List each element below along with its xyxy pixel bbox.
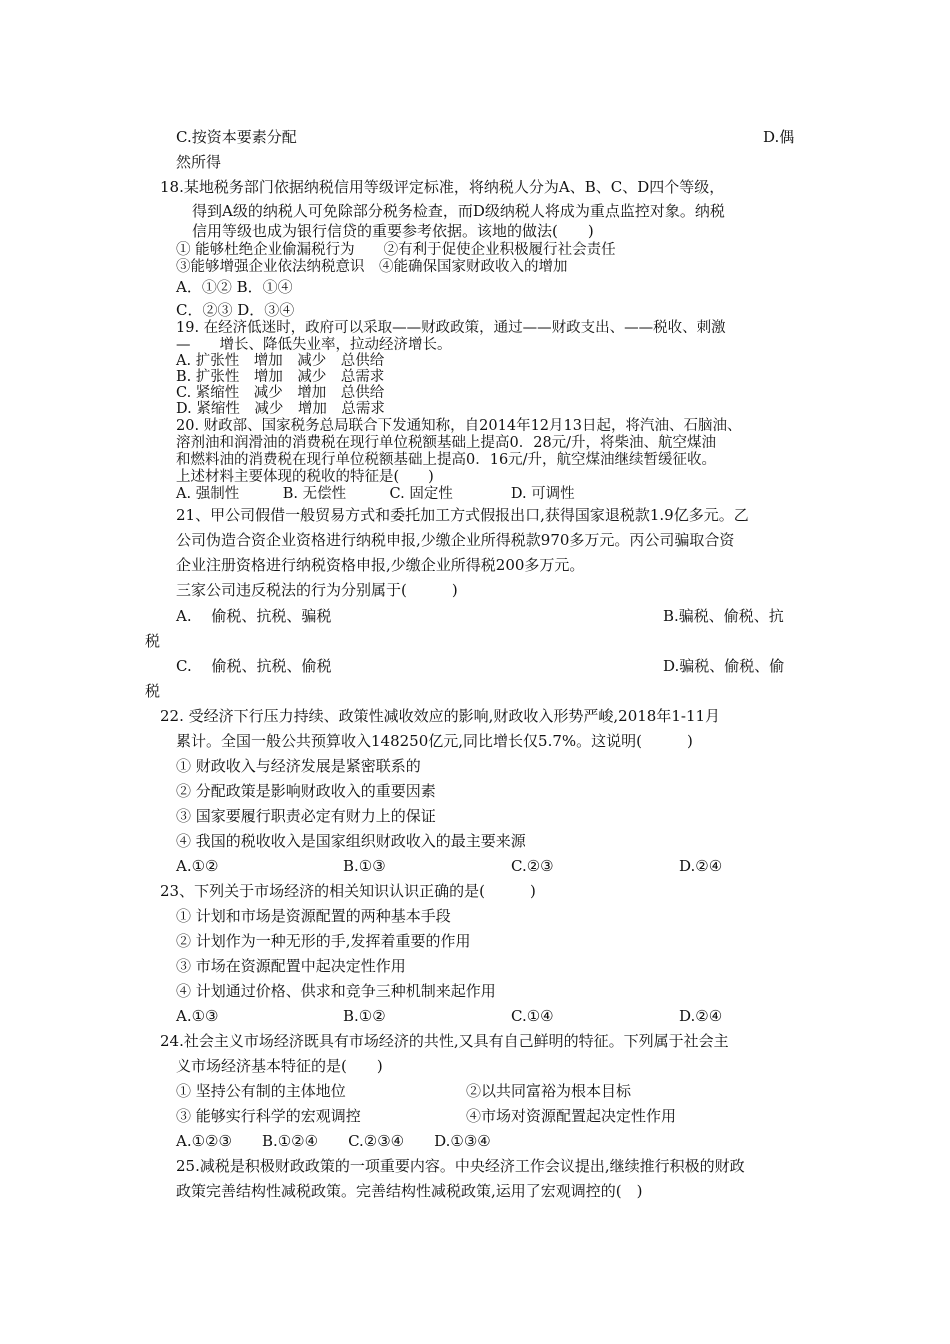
q21-option-b: B.骗税、偷税、抗	[663, 607, 784, 625]
q22-item-4: ④ 我国的税收收入是国家组织财政收入的最主要来源	[176, 832, 526, 850]
q18-items-3-4: ③能够增强企业依法纳税意识 ④能确保国家财政收入的增加	[176, 259, 568, 275]
q21-stem-line2: 公司伪造合资企业资格进行纳税申报,少缴企业所得税款970多万元。丙公司骗取合资	[176, 531, 735, 549]
q18-stem-line3: 信用等级也成为银行信贷的重要参考依据。该地的做法( )	[192, 222, 594, 240]
q23-option-d: D.②④	[679, 1007, 723, 1025]
q18-options-ab: A．①② B．①④	[176, 278, 293, 296]
q22-item-1: ① 财政收入与经济发展是紧密联系的	[176, 757, 421, 775]
q24-item-1: ① 坚持公有制的主体地位	[176, 1082, 346, 1100]
q19-stem-line1: 19. 在经济低迷时，政府可以采取——财政政策，通过——财政支出、——税收、刺激	[176, 320, 726, 336]
q20-stem-line2: 溶剂油和润滑油的消费税在现行单位税额基础上提高0．28元/升，将柴油、航空煤油	[176, 435, 717, 451]
q17-option-d: D.偶	[763, 128, 795, 146]
q23-item-3: ③ 市场在资源配置中起决定性作用	[176, 957, 406, 975]
q23-option-a: A.①③	[176, 1007, 219, 1025]
q25-stem-line2: 政策完善结构性减税政策。完善结构性减税政策,运用了宏观调控的( )	[176, 1182, 643, 1200]
q19-option-d: D. 紧缩性 减少 增加 总需求	[176, 401, 385, 417]
q22-option-d: D.②④	[679, 857, 723, 875]
q23-item-2: ② 计划作为一种无形的手,发挥着重要的作用	[176, 932, 471, 950]
q20-stem-line1: 20. 财政部、国家税务总局联合下发通知称，自2014年12月13日起，将汽油、石脑油、	[176, 418, 742, 434]
q20-stem-line4: 上述材料主要体现的税收的特征是( )	[176, 469, 434, 485]
q17-option-d-wrap: 然所得	[176, 153, 222, 171]
q19-option-b: B. 扩张性 增加 减少 总需求	[176, 369, 385, 385]
q23-option-b: B.①②	[343, 1007, 386, 1025]
q18-options-cd: C．②③ D．③④	[176, 301, 295, 319]
q18-stem-line2: 得到A级的纳税人可免除部分税务检查，而D级纳税人将成为重点监控对象。纳税	[192, 202, 725, 220]
q20-stem-line3: 和燃料油的消费税在现行单位税额基础上提高0．16元/升，航空煤油继续暂缓征收。	[176, 452, 717, 468]
q19-stem-line2: — 增长、降低失业率，拉动经济增长。	[176, 337, 452, 353]
q23-option-c: C.①④	[511, 1007, 554, 1025]
q22-option-b: B.①③	[343, 857, 386, 875]
q21-stem-line4: 三家公司违反税法的行为分别属于( )	[176, 581, 458, 599]
q24-stem-line1: 24.社会主义市场经济既具有市场经济的共性,又具有自己鲜明的特征。下列属于社会主	[160, 1032, 729, 1050]
q24-item-2: ②以共同富裕为根本目标	[466, 1082, 632, 1100]
q25-stem-line1: 25.减税是积极财政政策的一项重要内容。中央经济工作会议提出,继续推行积极的财政	[176, 1157, 745, 1175]
q19-option-c: C. 紧缩性 减少 增加 总供给	[176, 385, 385, 401]
q22-stem-line2: 累计。全国一般公共预算收入148250亿元,同比增长仅5.7%。这说明( )	[176, 732, 693, 750]
q21-stem-line1: 21、甲公司假借一般贸易方式和委托加工方式假报出口,获得国家退税款1.9亿多元。乙	[176, 506, 749, 524]
q21-option-d-wrap: 税	[145, 682, 161, 700]
q23-item-4: ④ 计划通过价格、供求和竞争三种机制来起作用	[176, 982, 496, 1000]
q24-item-4: ④市场对资源配置起决定性作用	[466, 1107, 677, 1125]
q21-option-c: C. 偷税、抗税、偷税	[176, 657, 332, 675]
q21-stem-line3: 企业注册资格进行纳税资格申报,少缴企业所得税200多万元。	[176, 556, 585, 574]
q18-items-1-2: ① 能够杜绝企业偷漏税行为 ②有利于促使企业积极履行社会责任	[176, 242, 616, 258]
q23-stem: 23、下列关于市场经济的相关知识认识正确的是( )	[160, 882, 536, 900]
q17-option-c: C.按资本要素分配	[176, 128, 297, 146]
q22-option-a: A.①②	[176, 857, 219, 875]
q22-option-c: C.②③	[511, 857, 554, 875]
q22-stem-line1: 22. 受经济下行压力持续、政策性减收效应的影响,财政收入形势严峻,2018年1-11月	[160, 707, 721, 725]
q22-item-2: ② 分配政策是影响财政收入的重要因素	[176, 782, 436, 800]
q24-item-3: ③ 能够实行科学的宏观调控	[176, 1107, 361, 1125]
q18-stem-line1: 18.某地税务部门依据纳税信用等级评定标准，将纳税人分为A、B、C、D四个等级，	[160, 178, 725, 196]
q21-option-d: D.骗税、偷税、偷	[663, 657, 785, 675]
q19-option-a: A. 扩张性 增加 减少 总供给	[176, 353, 385, 369]
q24-options: A.①②③ B.①②④ C.②③④ D.①③④	[176, 1132, 491, 1150]
q23-item-1: ① 计划和市场是资源配置的两种基本手段	[176, 907, 451, 925]
q21-option-a: A. 偷税、抗税、骗税	[176, 607, 332, 625]
q21-option-b-wrap: 税	[145, 632, 161, 650]
q24-stem-line2: 义市场经济基本特征的是( )	[176, 1057, 383, 1075]
q20-options: A. 强制性 B. 无偿性 C. 固定性 D. 可调性	[176, 486, 575, 502]
q22-item-3: ③ 国家要履行职责必定有财力上的保证	[176, 807, 436, 825]
